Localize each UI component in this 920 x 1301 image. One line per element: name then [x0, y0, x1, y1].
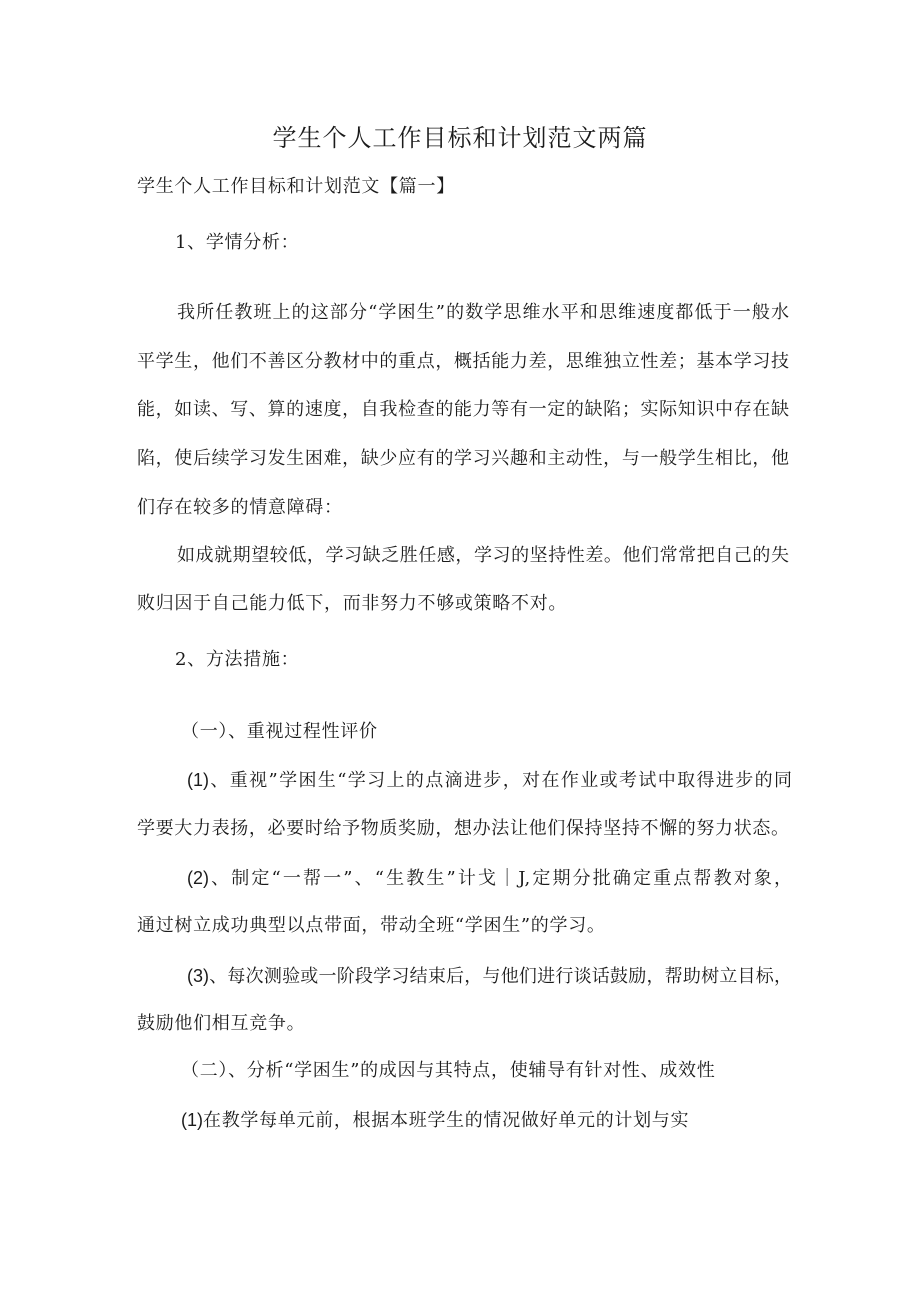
list-item-marker: (1) — [187, 770, 209, 790]
subsection-heading: （一）、重视过程性评价 — [181, 721, 378, 742]
document-subtitle: 学生个人工作目标和计划范文【篇一】 — [137, 176, 455, 197]
paragraph-line: 败归因于自己能力低下，而非努力不够或策略不对。 — [137, 593, 568, 614]
list-item-line: 学要大力表扬，必要时给予物质奖励，想办法让他们保持坚持不懈的努力状态。 — [137, 818, 789, 839]
paragraph-line: 如成就期望较低，学习缺乏胜任感，学习的坚持性差。他们常常把自己的失 — [177, 545, 789, 566]
paragraph-line: 平学生，他们不善区分教材中的重点，概括能力差，思维独立性差；基本学习技 — [137, 351, 789, 372]
section-heading: 1、学情分析： — [175, 232, 300, 253]
list-item-line — [181, 1110, 689, 1130]
subsection-heading: （二）、分析“学困生”的成因与其特点，使辅导有针对性、成效性 — [181, 1060, 716, 1081]
list-item-line — [187, 770, 792, 790]
document-title: 学生个人工作目标和计划范文两篇 — [272, 124, 648, 152]
section-heading: 2、方法措施： — [175, 649, 300, 670]
list-item-text: 、重视”学困生“学习上的点滴进步，对在作业或考试中取得进步的同 — [209, 770, 792, 791]
paragraph-line: 陷，使后续学习发生困难，缺少应有的学习兴趣和主动性，与一般学生相比，他 — [137, 448, 789, 469]
list-item-text: 、制定“一帮一”、“生教生”计戈｜J,定期分批确定重点帮教对象， — [209, 868, 792, 889]
list-item-marker: (2) — [187, 868, 209, 888]
list-item-marker: (3) — [187, 966, 209, 986]
paragraph-line: 能，如读、写、算的速度，自我检查的能力等有一定的缺陷；实际知识中存在缺 — [137, 399, 789, 420]
paragraph-line: 们存在较多的情意障碍： — [137, 497, 343, 518]
list-item-line: 鼓励他们相互竞争。 — [137, 1013, 306, 1034]
list-item-text: 、每次测验或一阶段学习结束后，与他们进行谈话鼓励，帮助树立目标， — [209, 966, 792, 987]
list-item-line — [187, 966, 792, 986]
list-item-marker: (1) — [181, 1110, 203, 1130]
list-item-text: 在教学每单元前，根据本班学生的情况做好单元的计划与实 — [203, 1110, 690, 1131]
list-item-line — [187, 868, 792, 888]
paragraph-line: 我所任教班上的这部分“学困生”的数学思维水平和思维速度都低于一般水 — [177, 302, 789, 323]
list-item-line: 通过树立成功典型以点带面，带动全班“学困生”的学习。 — [137, 915, 606, 936]
